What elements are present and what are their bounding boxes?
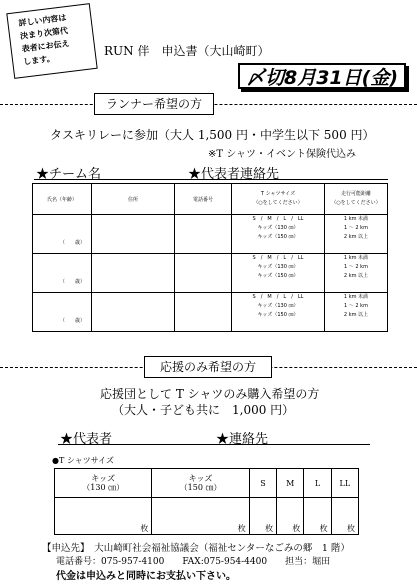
tshirt-order-table: [54, 468, 359, 535]
header-top: キッズ: [91, 474, 116, 483]
runner-section-heading: ランナー希望の方: [94, 93, 214, 115]
name-header: 氏名（年齢）: [33, 184, 92, 215]
table-row: [33, 293, 388, 332]
distance-option: 1 ～ 2 km: [344, 303, 368, 309]
underline: [58, 444, 370, 445]
distance-option: 1 km 未満: [343, 255, 369, 261]
tshirt-header-label: T シャツサイズ: [260, 191, 296, 197]
note-line: 詳しい内容は: [18, 13, 67, 28]
name-cell[interactable]: [33, 215, 92, 254]
tshirt-cell[interactable]: [232, 254, 325, 293]
size-option: キッズ（130 ㎝）: [257, 303, 299, 309]
address-cell[interactable]: [92, 293, 175, 332]
name-cell[interactable]: [33, 254, 92, 293]
distance-header-note: （○をしてください）: [331, 200, 381, 206]
size-option: S / M / L / LL: [252, 294, 304, 300]
age-field: （ 歳）: [59, 279, 85, 285]
header-bottom: （150 ㎝）: [179, 483, 222, 492]
distance-cell[interactable]: [325, 254, 388, 293]
age-field: （ 歳）: [59, 240, 85, 246]
quantity-cell[interactable]: 枚: [277, 498, 304, 535]
distance-option: 2 km 以上: [343, 312, 369, 318]
tshirt-cell[interactable]: [232, 293, 325, 332]
note-line: 表者にお伝え: [21, 38, 70, 54]
kids130-header: [55, 469, 152, 498]
support-line-2: （大人・子ども共に 1,000 円）: [112, 403, 295, 417]
address-cell[interactable]: [92, 254, 175, 293]
payment-note: 代金は申込みと同時にお支払い下さい。: [56, 571, 236, 582]
support-line-1: 応援団として T シャツのみ購入希望の方: [100, 387, 320, 401]
phone-cell[interactable]: [175, 293, 232, 332]
support-contact-label: ★連絡先: [216, 432, 269, 447]
distance-option: 2 km 以上: [343, 273, 369, 279]
info-note-box: [6, 3, 97, 79]
size-m-header: M: [277, 469, 304, 498]
name-cell[interactable]: [33, 293, 92, 332]
quantity-cell[interactable]: 枚: [152, 498, 249, 535]
header-top: キッズ: [188, 474, 213, 483]
quantity-cell[interactable]: 枚: [249, 498, 276, 535]
distance-cell[interactable]: [325, 215, 388, 254]
quantity-cell[interactable]: 枚: [331, 498, 358, 535]
phone-header: 電話番号: [175, 184, 232, 215]
address-cell[interactable]: [92, 215, 175, 254]
size-l-header: L: [304, 469, 331, 498]
support-section-heading: 応援のみ希望の方: [144, 356, 272, 378]
size-option: キッズ（130 ㎝）: [257, 264, 299, 270]
distance-header-label: 走行可能距離: [340, 191, 371, 197]
distance-option: 1 ～ 2 km: [344, 264, 368, 270]
size-option: S / M / L / LL: [252, 255, 304, 261]
note-line: します。: [22, 53, 56, 67]
representative-contact-label: ★代表者連絡先: [188, 167, 280, 182]
phone-cell[interactable]: [175, 215, 232, 254]
size-s-header: S: [249, 469, 276, 498]
distance-header: [325, 184, 388, 215]
phone-cell[interactable]: [175, 254, 232, 293]
table-row: [33, 254, 388, 293]
note-line: 決まり次第代: [19, 26, 69, 41]
quantity-cell[interactable]: 枚: [304, 498, 331, 535]
size-ll-header: LL: [331, 469, 358, 498]
size-option: キッズ（150 ㎝）: [257, 312, 299, 318]
distance-option: 2 km 以上: [343, 234, 369, 240]
distance-option: 1 ～ 2 km: [344, 225, 368, 231]
insurance-note: ※T シャツ・イベント保険代込み: [208, 149, 357, 160]
tshirt-header: [232, 184, 325, 215]
table-row: [33, 215, 388, 254]
deadline-badge: 〆切8月31日(金): [238, 63, 406, 89]
runner-fee: タスキリレーに参加（大人 1,500 円・中学生以下 500 円）: [50, 128, 375, 142]
age-field: （ 歳）: [59, 318, 85, 324]
kids150-header: [152, 469, 249, 498]
underline: [34, 179, 388, 180]
distance-option: 1 km 未満: [343, 216, 369, 222]
page-title: RUN 伴 申込書（大山崎町）: [104, 44, 270, 58]
size-option: キッズ（150 ㎝）: [257, 273, 299, 279]
size-option: キッズ（150 ㎝）: [257, 234, 299, 240]
contact-phone: 電話番号：075-957-4100 FAX:075-954-4400 担当：堀田: [56, 557, 331, 567]
size-option: キッズ（130 ㎝）: [257, 225, 299, 231]
quantity-cell[interactable]: 枚: [55, 498, 152, 535]
distance-option: 1 km 未満: [343, 294, 369, 300]
support-representative-label: ★代表者: [60, 432, 113, 447]
runner-registration-table: [32, 183, 388, 332]
header-bottom: （130 ㎝）: [82, 483, 125, 492]
distance-cell[interactable]: [325, 293, 388, 332]
size-option: S / M / L / LL: [252, 216, 304, 222]
team-name-label: ★チーム名: [36, 167, 102, 182]
application-address: 【申込先】 大山崎町社会福祉協議会（福祉センターなごみの郷 1 階）: [42, 543, 350, 554]
address-header: 住所: [92, 184, 175, 215]
tshirt-cell[interactable]: [232, 215, 325, 254]
shirt-table-caption: ●T シャツサイズ: [52, 456, 115, 465]
tshirt-header-note: （○をしてください）: [253, 200, 303, 206]
